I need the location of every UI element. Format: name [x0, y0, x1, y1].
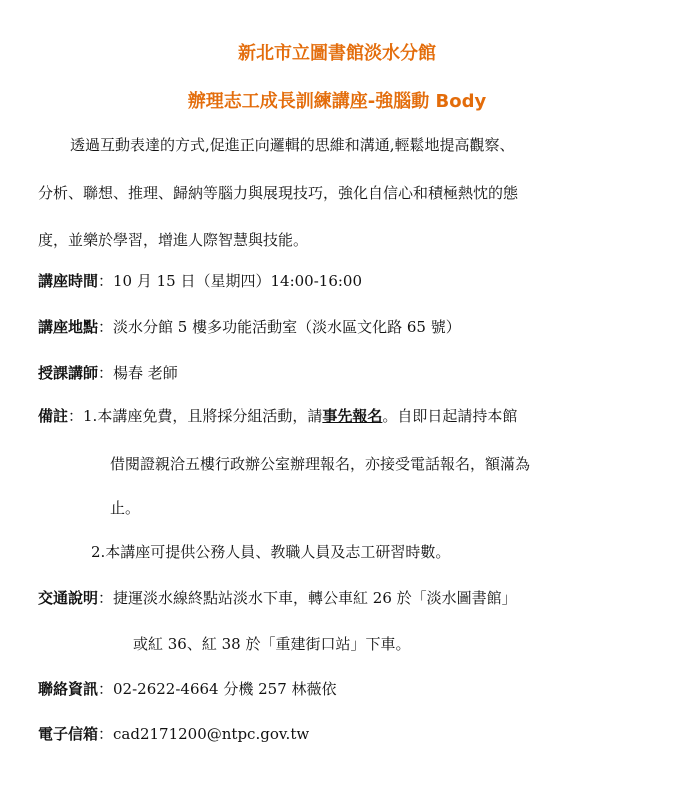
lecturer-label: 授課講師 — [38, 364, 99, 382]
lecturer-row — [38, 362, 178, 384]
time-label: 講座時間 — [38, 272, 99, 290]
intro-line-2: 分析、聯想、推理、歸納等腦力與展現技巧，強化自信心和積極熱忱的態 — [38, 184, 519, 202]
transport-line-1: ：捷運淡水線終點站淡水下車，轉公車紅 26 於「淡水圖書館」 — [98, 589, 517, 607]
note-1-text: ：1.本講座免費，且將採分組活動，請 — [68, 407, 323, 425]
contact-value: ：02-2622-4664 分機 257 林薇依 — [98, 680, 337, 698]
intro-line-3: 度，並樂於學習，增進人際智慧與技能。 — [38, 231, 309, 249]
transport-label: 交通說明 — [38, 589, 99, 607]
lecturer-value: ：楊春 老師 — [98, 364, 178, 382]
location-value: ：淡水分館 5 樓多功能活動室（淡水區文化路 65 號） — [98, 318, 461, 336]
contact-label: 聯絡資訊 — [38, 680, 99, 698]
note-1-line-3: 止。 — [110, 499, 141, 517]
contact-row — [38, 678, 337, 700]
time-value: ：10 月 15 日（星期四）14:00-16:00 — [98, 272, 363, 290]
transport-line-2: 或紅 36、紅 38 於「重建街口站」下車。 — [133, 635, 411, 653]
register-in-advance-emphasis: 事先報名 — [322, 407, 383, 425]
location-label: 講座地點 — [38, 318, 99, 336]
email-row — [38, 723, 309, 745]
page-title: 新北市立圖書館淡水分館 — [238, 43, 436, 64]
time-row — [38, 270, 362, 292]
note-2: 2.本講座可提供公務人員、教職人員及志工研習時數。 — [91, 543, 451, 561]
page-subtitle: 辦理志工成長訓練講座-強腦動 Body — [187, 91, 487, 112]
intro-line-1: 透過互動表達的方式,促進正向邏輯的思維和溝通,輕鬆地提高觀察、 — [70, 136, 515, 154]
location-row — [38, 316, 461, 338]
transport-row — [38, 587, 517, 609]
note-1-text-cont: 。自即日起請持本館 — [382, 407, 518, 425]
email-label: 電子信箱 — [38, 725, 99, 743]
note-1-line-2: 借閱證親洽五樓行政辦公室辦理報名，亦接受電話報名，額滿為 — [110, 455, 531, 473]
notes-row — [38, 405, 517, 427]
notes-label: 備註 — [38, 407, 69, 425]
email-value: ：cad2171200@ntpc.gov.tw — [98, 725, 310, 743]
